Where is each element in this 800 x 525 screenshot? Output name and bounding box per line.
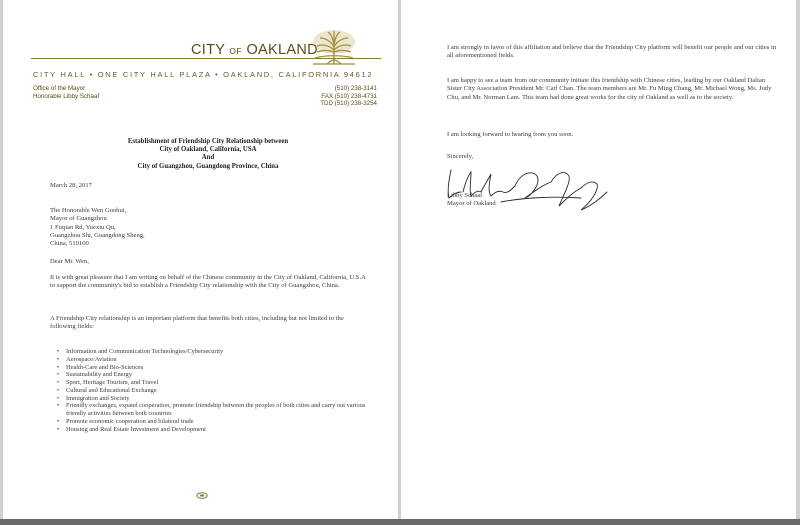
office-line: Office of the Mayor xyxy=(33,85,86,92)
letter-page-1 xyxy=(3,0,398,519)
addressee-line: Guangzhou Shi, Guangdong Sheng, xyxy=(50,231,145,239)
fax-number: FAX (510) 238-4731 xyxy=(321,92,377,100)
addressee-line: The Honorable Wen Guohui, xyxy=(50,207,127,214)
letter-heading xyxy=(33,138,383,171)
city-of-oakland-title: CITY OF OAKLAND xyxy=(191,42,318,58)
signer-block xyxy=(447,192,496,209)
body-paragraph: A Friendship City relationship is an important platform that benefits both cities, including but not limited to the following fields: xyxy=(50,315,344,331)
salutation: Dear Mr. Wen, xyxy=(50,258,89,265)
addressee-block xyxy=(50,207,145,248)
viewer-bottom-bar xyxy=(0,519,800,525)
mayor-name-line: Honorable Libby Schaaf xyxy=(33,92,100,100)
heading-line: And xyxy=(201,154,215,162)
body-paragraph: It is with great pleasure that I am writing on behalf of the Chinese community in the City of Oakland, California, U.S.A to support the community's bid to establish a Friendship City relationship with the City of Guangzhou, China. xyxy=(50,274,366,290)
list-item: • Cultural and Educational Exchange xyxy=(57,387,375,395)
list-item: • Promote economic cooperation and bilateral trade xyxy=(57,418,375,426)
heading-line: Establishment of Friendship City Relationship between xyxy=(127,138,289,145)
letter-date: March 28, 2017 xyxy=(50,182,92,189)
signer-name: Libby Schaaf xyxy=(447,192,483,199)
addressee-line: 1 Fuqian Rd, Yuexiu Qu, xyxy=(50,223,116,231)
list-item: • Sustainability and Energy xyxy=(57,371,375,379)
list-item: • Immigration and Society xyxy=(57,395,375,403)
oak-tree-logo-icon xyxy=(311,28,357,66)
office-block xyxy=(33,85,99,100)
address-line: CITY HALL • ONE CITY HALL PLAZA • OAKLAND, CALIFORNIA 94612 xyxy=(33,70,374,79)
list-item: • Information and Communication Technologies/Cybersecurity xyxy=(57,348,375,356)
letterhead-rule xyxy=(31,58,381,59)
body-paragraph: I am happy to see a team from our community initiate this friendship with Chinese cities, leading by our Oakland Dalian Sister City Association President Mr. Carl Chan. The team members are Mr. Fu Ming Chang, Mr. Michael Wong, Ms. Judy Chu, and Mr. Norman Lam. This team had done great works for the city of Oakland as well as to the society. xyxy=(447,77,772,101)
addressee-line: Mayor of Guangzhou xyxy=(50,215,107,223)
addressee-line: China, 510100 xyxy=(50,240,89,248)
heading-line: City of Oakland, California, USA xyxy=(159,146,257,154)
tdd-number: TDD (510) 238-3254 xyxy=(320,100,377,107)
list-item: • Housing and Real Estate Investment and Development xyxy=(57,426,375,434)
fields-list xyxy=(57,348,375,433)
body-paragraph: I am looking forward to hearing from you soon. xyxy=(447,131,574,138)
list-item: • Friendly exchanges, expand cooperation, promote friendship between the peoples of both cities and carry out various friendly activities between both countries xyxy=(57,402,375,418)
recycled-paper-icon xyxy=(196,492,208,499)
list-item: • Sport, Heritage Tourism, and Travel xyxy=(57,379,375,387)
letter-page-2 xyxy=(401,0,796,519)
body-paragraph: I am strongly in favor of this affiliation and believe that the Friendship City platform will benefit our people and our cities in all aforementioned fields. xyxy=(447,44,777,60)
signer-title: Mayor of Oakland xyxy=(447,200,496,208)
closing: Sincerely, xyxy=(447,153,474,160)
list-item: • Health-Care and Bio-Sciences xyxy=(57,364,375,372)
list-item: • Aerospace/Aviation xyxy=(57,356,375,364)
heading-line: City of Guangzhou, Guangdong Province, China xyxy=(137,162,279,170)
phone-number: (510) 238-3141 xyxy=(334,85,377,92)
phone-block xyxy=(307,85,377,108)
